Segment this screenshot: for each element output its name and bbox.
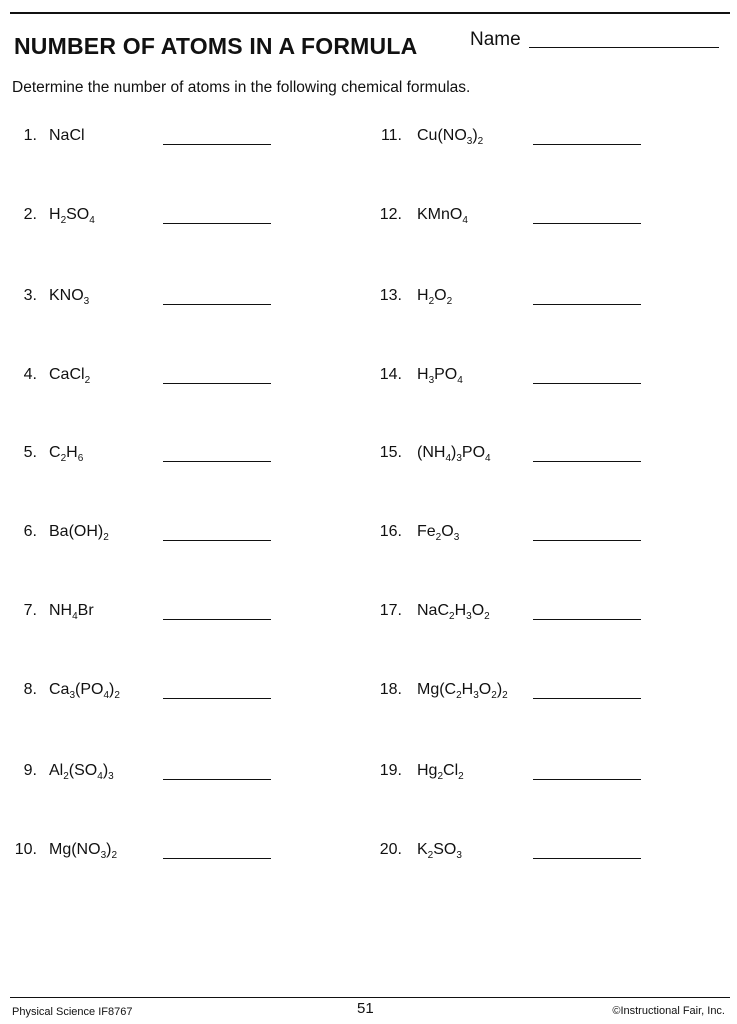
chemical-formula: $KNO_3$ <box>49 287 90 307</box>
footer-course: Physical Science IF8767 <box>12 1006 133 1018</box>
problem-number: 16. <box>379 523 402 540</box>
chemical-formula: $H_2SO_4$ <box>49 206 95 226</box>
page-number: 51 <box>357 1000 374 1017</box>
problem-number: 6. <box>23 523 37 540</box>
name-label: Name <box>470 29 521 50</box>
answer-blank-line[interactable] <box>163 779 271 780</box>
problem-number: 4. <box>23 366 37 383</box>
problem-number: 1. <box>23 127 37 144</box>
answer-blank-line[interactable] <box>163 461 271 462</box>
answer-blank-line[interactable] <box>163 858 271 859</box>
answer-blank-line[interactable] <box>163 698 271 699</box>
problem-number: 10. <box>14 841 37 858</box>
chemical-formula: $Mg(C_2H_3O_2)_2$ <box>417 681 508 701</box>
answer-blank-line[interactable] <box>533 461 641 462</box>
name-field <box>470 30 719 50</box>
problem-number: 15. <box>379 444 402 461</box>
answer-blank-line[interactable] <box>163 540 271 541</box>
problem-number: 14. <box>379 366 402 383</box>
problem-number: 11. <box>380 127 402 144</box>
problem-number: 3. <box>23 287 37 304</box>
answer-blank-line[interactable] <box>533 698 641 699</box>
worksheet-title: NUMBER OF ATOMS IN A FORMULA <box>14 33 418 59</box>
problem-number: 13. <box>379 287 402 304</box>
answer-blank-line[interactable] <box>533 858 641 859</box>
problem-number: 7. <box>23 602 37 619</box>
problem-number: 5. <box>23 444 37 461</box>
name-blank-line[interactable] <box>529 47 719 48</box>
chemical-formula: $Fe_2O_3$ <box>417 523 460 543</box>
footer-copyright: ©Instructional Fair, Inc. <box>612 1005 725 1017</box>
answer-blank-line[interactable] <box>533 540 641 541</box>
problem-number: 18. <box>379 681 402 698</box>
answer-blank-line[interactable] <box>533 223 641 224</box>
chemical-formula: $K_2SO_3$ <box>417 841 462 861</box>
chemical-formula: NaCl <box>49 127 85 144</box>
chemical-formula: $Cu(NO_3)_2$ <box>417 127 484 147</box>
answer-blank-line[interactable] <box>163 144 271 145</box>
problem-number: 17. <box>379 602 402 619</box>
problem-number: 9. <box>23 762 37 779</box>
answer-blank-line[interactable] <box>533 619 641 620</box>
chemical-formula: $Al_2(SO_4)_3$ <box>49 762 114 782</box>
answer-blank-line[interactable] <box>163 619 271 620</box>
chemical-formula: KMnO$_4$ <box>417 206 468 226</box>
chemical-formula: $C_2H_6$ <box>49 444 84 464</box>
problem-number: 19. <box>379 762 402 779</box>
chemical-formula: $(NH_4)_3PO_4$ <box>417 444 491 464</box>
chemical-formula: CaCl$_2$ <box>49 366 91 386</box>
answer-blank-line[interactable] <box>163 383 271 384</box>
answer-blank-line[interactable] <box>533 779 641 780</box>
top-rule <box>10 12 730 14</box>
bottom-rule <box>10 997 730 998</box>
chemical-formula: $Ca_3(PO_4)_2$ <box>49 681 120 701</box>
problem-number: 2. <box>23 206 37 223</box>
answer-blank-line[interactable] <box>163 223 271 224</box>
problem-number: 12. <box>379 206 402 223</box>
chemical-formula: $H_3PO_4$ <box>417 366 463 386</box>
chemical-formula: $NaC_2H_3O_2$ <box>417 602 490 622</box>
chemical-formula: $Hg_2Cl_2$ <box>417 762 464 782</box>
answer-blank-line[interactable] <box>533 144 641 145</box>
chemical-formula: $NH_4Br$ <box>49 602 94 622</box>
chemical-formula: $Ba(OH)_2$ <box>49 523 109 543</box>
chemical-formula: $H_2O_2$ <box>417 287 453 307</box>
chemical-formula: $Mg(NO_3)_2$ <box>49 841 118 861</box>
problem-number: 8. <box>23 681 37 698</box>
problem-number: 20. <box>379 841 402 858</box>
answer-blank-line[interactable] <box>163 304 271 305</box>
answer-blank-line[interactable] <box>533 383 641 384</box>
answer-blank-line[interactable] <box>533 304 641 305</box>
instructions: Determine the number of atoms in the following chemical formulas. <box>12 79 471 96</box>
